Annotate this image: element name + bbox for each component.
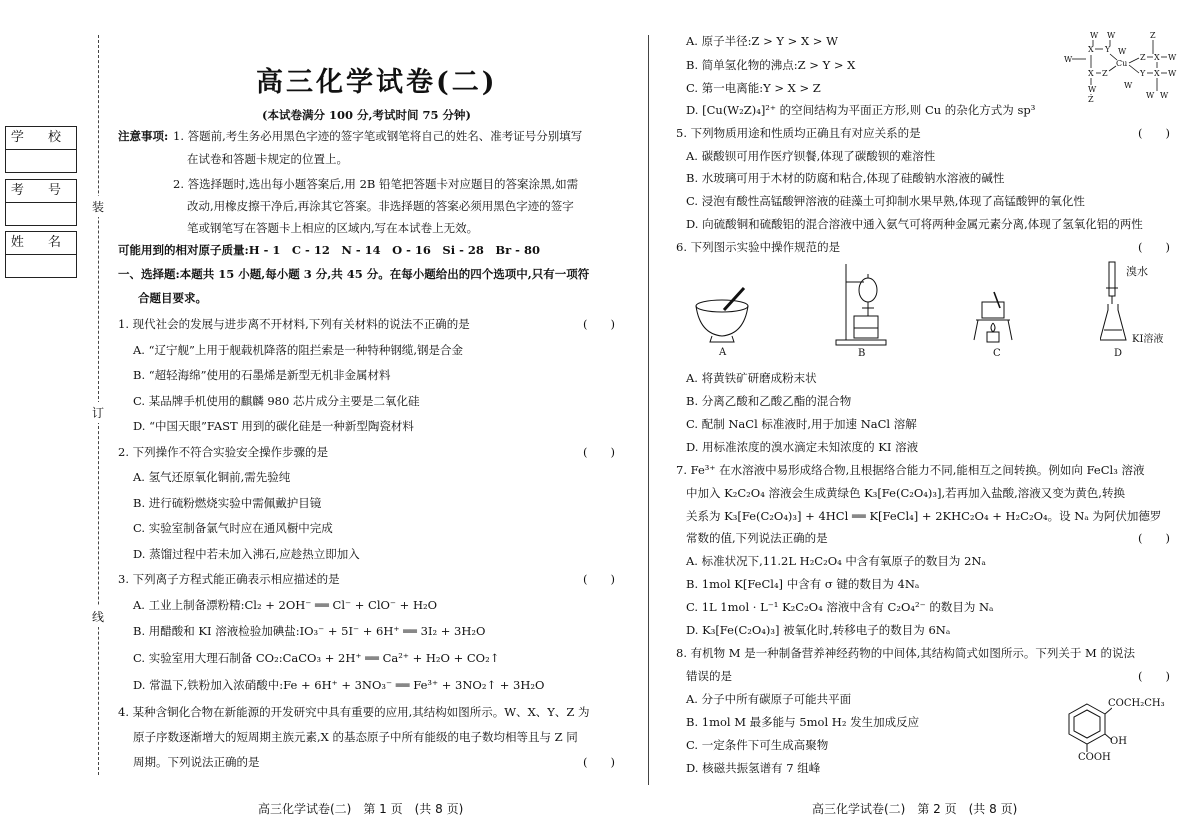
svg-text:X: X (1088, 69, 1094, 78)
page1-footer: 高三化学试卷(二) 第 1 页 (共 8 页) (258, 802, 464, 816)
q1-stem: 1. 现代社会的发展与进步离不开材料,下列有关材料的说法不正确的是 (118, 317, 470, 331)
exam-no-label: 考 号 (6, 180, 76, 203)
q8-option-b: B. 1mol M 最多能与 5mol H₂ 发生加成反应 (686, 715, 920, 729)
svg-text:W: W (1090, 31, 1099, 40)
svg-text:Cu: Cu (1116, 59, 1128, 68)
q1-option-d: D. “中国天眼”FAST 用到的碳化硅是一种新型陶瓷材料 (133, 419, 414, 433)
q7-stem-1: 7. Fe³⁺ 在水溶液中易形成络合物,且根据络合能力不同,能相互之间转换。例如向 FeCl₃ 溶液 (676, 463, 1145, 477)
svg-text:X: X (1154, 53, 1160, 62)
figure-label-d: D (1114, 348, 1123, 359)
q7-option-d: D. K₃[Fe(C₂O₄)₃] 被氧化时,转移电子的数目为 6Nₐ (686, 623, 951, 637)
svg-text:W: W (1088, 85, 1097, 94)
name-box (5, 231, 77, 278)
q4-option-c: C. 第一电离能:Y > X > Z (686, 81, 821, 95)
ki-solution-label: KI溶液 (1132, 334, 1164, 345)
page-divider (648, 35, 649, 785)
exam-no-box (5, 179, 77, 226)
q2-stem: 2. 下列操作不符合实验安全操作步骤的是 (118, 445, 329, 459)
q4-answer-paren: ( ) (583, 755, 615, 769)
notice-heading: 注意事项: (118, 129, 169, 143)
q6-stem: 6. 下列图示实验中操作规范的是 (676, 240, 841, 254)
q5-stem: 5. 下列物质用途和性质均正确且有对应关系的是 (676, 126, 921, 140)
molecule-oh-label: OH (1110, 736, 1127, 747)
q1-option-a: A. “辽宁舰”上用于舰载机降落的阻拦索是一种特种钢缆,钢是合金 (133, 343, 464, 357)
q3-option-a: A. 工业上制备漂粉精:Cl₂ + 2OH⁻ ══ Cl⁻ + ClO⁻ + H₂O (133, 598, 438, 612)
school-label: 学 校 (6, 127, 76, 150)
q4-option-b: B. 简单氢化物的沸点:Z > Y > X (686, 58, 856, 72)
svg-text:Z: Z (1088, 95, 1094, 104)
svg-text:W: W (1107, 31, 1116, 40)
page-title: 高三化学试卷(二) (256, 67, 498, 98)
q5-option-d: D. 向硫酸铜和硫酸铝的混合溶液中通入氨气可将两种金属元素分离,体现了氢氧化铝的两性 (686, 217, 1143, 231)
q4-option-d: D. [Cu(W₂Z)₄]²⁺ 的空间结构为平面正方形,则 Cu 的杂化方式为 sp³ (686, 103, 1036, 117)
q6-option-b: B. 分离乙酸和乙酸乙酯的混合物 (686, 394, 852, 408)
svg-text:W: W (1160, 91, 1169, 100)
notice-1b: 在试卷和答题卡规定的位置上。 (187, 152, 348, 166)
svg-text:W: W (1124, 81, 1133, 90)
q6-option-a: A. 将黄铁矿研磨成粉末状 (686, 371, 817, 385)
q7-option-b: B. 1mol K[FeCl₄] 中含有 σ 键的数目为 4Nₐ (686, 577, 920, 591)
svg-text:Z: Z (1150, 31, 1156, 40)
q8-stem-1: 8. 有机物 M 是一种制备营养神经药物的中间体,其结构简式如图所示。下列关于 M 的说法 (676, 646, 1135, 660)
bromine-water-label: 溴水 (1126, 265, 1148, 278)
q3-answer-paren: ( ) (583, 572, 615, 586)
q7-option-a: A. 标准状况下,11.2L H₂C₂O₄ 中含有氧原子的数目为 2Nₐ (686, 554, 986, 568)
q5-option-a: A. 碳酸钡可用作医疗钡餐,体现了碳酸钡的难溶性 (686, 149, 936, 163)
binding-char-ding: 订 (92, 402, 104, 423)
q7-answer-paren: ( ) (1138, 531, 1170, 545)
q4-option-a: A. 原子半径:Z > Y > X > W (686, 34, 838, 48)
q1-answer-paren: ( ) (583, 317, 615, 331)
svg-text:W: W (1168, 69, 1177, 78)
q2-answer-paren: ( ) (583, 445, 615, 459)
heating-beaker-figure (968, 290, 1018, 348)
q8-stem-2: 错误的是 (686, 669, 732, 683)
school-field[interactable] (6, 150, 76, 172)
q3-option-c: C. 实验室用大理石制备 CO₂:CaCO₃ + 2H⁺ ══ Ca²⁺ + H₂O + CO₂↑ (133, 651, 500, 665)
q7-option-c: C. 1L 1mol · L⁻¹ K₂C₂O₄ 溶液中含有 C₂O₄²⁻ 的数目为 Nₐ (686, 600, 994, 614)
figure-label-b: B (858, 348, 866, 359)
binding-char-zhuang: 装 (92, 196, 104, 217)
svg-text:W: W (1168, 53, 1177, 62)
q8-option-a: A. 分子中所有碳原子可能共平面 (686, 692, 852, 706)
q2-option-a: A. 氢气还原氧化铜前,需先验纯 (133, 470, 291, 484)
notice-2c: 笔或钢笔写在答题卡上相应的区域内,写在本试卷上无效。 (187, 221, 479, 235)
section-heading-a: 一、选择题:本题共 15 小题,每小题 3 分,共 45 分。在每小题给出的四个选项中,只有一项符 (118, 267, 590, 281)
exam-subtitle: (本试卷满分 100 分,考试时间 75 分钟) (262, 108, 471, 122)
notice-2a: 2. 答选择题时,选出每小题答案后,用 2B 铅笔把答题卡对应题目的答案涂黑,如需 (173, 177, 579, 191)
school-box (5, 126, 77, 173)
page2-footer: 高三化学试卷(二) 第 2 页 (共 8 页) (812, 802, 1018, 816)
q4-stem-3: 周期。下列说法正确的是 (133, 755, 260, 769)
svg-text:Y: Y (1140, 69, 1146, 78)
atomic-masses: 可能用到的相对原子质量:H - 1 C - 12 N - 14 O - 16 Si - 28 Br - 80 (118, 243, 540, 257)
svg-text:Y: Y (1105, 45, 1111, 54)
q7-stem-2: 中加入 K₂C₂O₄ 溶液会生成黄绿色 K₃[Fe(C₂O₄)₃],若再加入盐酸,溶液又变为黄色,转换 (686, 486, 1125, 500)
exam-no-field[interactable] (6, 203, 76, 225)
svg-text:X: X (1088, 45, 1094, 54)
name-label: 姓 名 (6, 232, 76, 255)
q5-answer-paren: ( ) (1138, 126, 1170, 140)
q8-option-d: D. 核磁共振氢谱有 7 组峰 (686, 761, 821, 775)
svg-text:Z: Z (1102, 69, 1108, 78)
notice-2b: 改动,用橡皮擦干净后,再涂其它答案。非选择题的答案必须用黑色字迹的签字 (187, 199, 574, 213)
q3-option-d: D. 常温下,铁粉加入浓硝酸中:Fe + 6H⁺ + 3NO₃⁻ ══ Fe³⁺ + 3NO₂↑ + 3H₂O (133, 678, 545, 692)
mortar-pestle-figure (690, 282, 760, 346)
name-field[interactable] (6, 255, 76, 277)
molecule-coch2ch3-label: COCH₂CH₃ (1108, 698, 1165, 709)
q1-option-c: C. 某品牌手机使用的麒麟 980 芯片成分主要是二氧化硅 (133, 394, 420, 408)
q4-stem-2: 原子序数逐渐增大的短周期主族元素,X 的基态原子中所有能级的电子数均相等且与 Z 同 (133, 730, 578, 744)
q8-option-c: C. 一定条件下可生成高聚物 (686, 738, 829, 752)
binding-char-xian: 线 (92, 606, 104, 627)
molecule-cooh-label: COOH (1078, 752, 1111, 763)
q7-stem-4: 常数的值,下列说法正确的是 (686, 531, 828, 545)
q6-option-d: D. 用标准浓度的溴水滴定未知浓度的 KI 溶液 (686, 440, 919, 454)
q1-option-b: B. “超轻海绵”使用的石墨烯是新型无机非金属材料 (133, 368, 391, 382)
svg-text:Z: Z (1140, 53, 1146, 62)
q2-option-b: B. 进行硫粉燃烧实验中需佩戴护目镜 (133, 496, 322, 510)
q6-answer-paren: ( ) (1138, 240, 1170, 254)
figure-label-c: C (993, 348, 1001, 359)
svg-text:W: W (1146, 91, 1155, 100)
q4-stem-1: 4. 某种含铜化合物在新能源的开发研究中具有重要的应用,其结构如图所示。W、X、Y、Z 为 (118, 705, 590, 719)
svg-text:W: W (1064, 55, 1073, 64)
figure-label-a: A (719, 347, 727, 358)
svg-text:W: W (1118, 47, 1127, 56)
q5-option-b: B. 水玻璃可用于木材的防腐和粘合,体现了硅酸钠水溶液的碱性 (686, 171, 1005, 185)
q3-option-b: B. 用醋酸和 KI 溶液检验加碘盐:IO₃⁻ + 5I⁻ + 6H⁺ ══ 3I₂ + 3H₂O (133, 624, 486, 638)
notice-1a: 1. 答题前,考生务必用黑色字迹的签字笔或钢笔将自己的姓名、准考证号分别填写 (173, 129, 583, 143)
q6-option-c: C. 配制 NaCl 标准液时,用于加速 NaCl 溶解 (686, 417, 917, 431)
q7-stem-3: 关系为 K₃[Fe(C₂O₄)₃] + 4HCl ══ K[FeCl₄] + 2KHC₂O₄ + H₂C₂O₄。设 Nₐ 为阿伏加德罗 (686, 509, 1162, 523)
q3-stem: 3. 下列离子方程式能正确表示相应描述的是 (118, 572, 340, 586)
copper-complex-structure (1060, 28, 1185, 106)
separatory-funnel-figure (832, 260, 892, 348)
section-heading-b: 合题目要求。 (138, 291, 207, 305)
q5-option-c: C. 浸泡有酸性高锰酸钾溶液的硅藻土可抑制水果早熟,体现了高锰酸钾的氧化性 (686, 194, 1085, 208)
q2-option-d: D. 蒸馏过程中若未加入沸石,应趁热立即加入 (133, 547, 360, 561)
q8-answer-paren: ( ) (1138, 669, 1170, 683)
molecule-m-ring (1062, 700, 1112, 752)
svg-text:X: X (1154, 69, 1160, 78)
q2-option-c: C. 实验室制备氯气时应在通风橱中完成 (133, 521, 333, 535)
